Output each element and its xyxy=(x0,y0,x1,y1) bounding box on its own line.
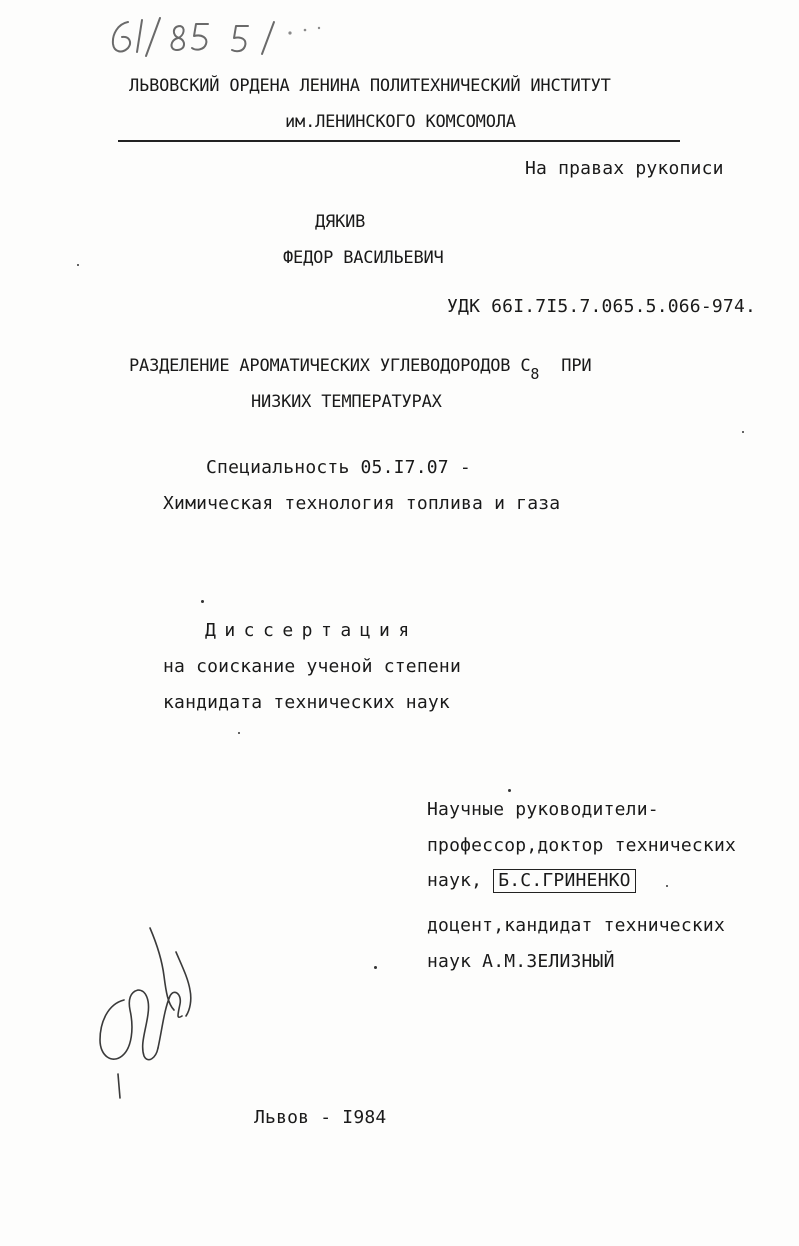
supervisor-2-name: наук А.М.ЗЕЛИЗНЫЙ xyxy=(427,951,615,972)
specialty-code: Специальность 05.I7.07 - xyxy=(206,457,471,478)
institution-line-1: ЛЬВОВСКИЙ ОРДЕНА ЛЕНИНА ПОЛИТЕХНИЧЕСКИЙ ИНСТИТУТ xyxy=(129,76,611,96)
degree-line-2: кандидата технических наук xyxy=(163,692,450,713)
degree-line-1: на соискание ученой степени xyxy=(163,656,461,677)
scan-speck xyxy=(201,600,204,603)
scan-speck xyxy=(666,885,668,887)
header-divider xyxy=(118,140,680,142)
supervisor-1-title: профессор,доктор технических xyxy=(427,835,737,856)
thesis-title-suffix: ПРИ xyxy=(561,356,592,376)
scan-speck xyxy=(77,264,79,266)
place-and-year: Львов - I984 xyxy=(254,1107,387,1128)
author-given-names: ФЕДОР ВАСИЛЬЕВИЧ xyxy=(283,248,444,268)
dissertation-heading: Диссертация xyxy=(205,620,418,641)
manuscript-note: На правах рукописи xyxy=(525,158,724,179)
thesis-title-subscript: 8 xyxy=(530,365,540,383)
scan-speck xyxy=(742,431,744,433)
supervisor-1-name-line xyxy=(427,869,636,893)
supervisor-1-name-boxed: Б.С.ГРИНЕНКО xyxy=(493,869,635,893)
udc-code: УДК 66I.7I5.7.065.5.066-974. xyxy=(447,296,757,317)
scan-speck xyxy=(374,966,377,969)
scan-speck xyxy=(508,789,511,792)
institution-line-2: им.ЛЕНИНСКОГО КОМСОМОЛА xyxy=(285,112,516,132)
supervisors-heading: Научные руководители- xyxy=(427,799,659,820)
supervisor-1-degree-suffix: наук, xyxy=(427,870,483,891)
scan-speck xyxy=(238,732,240,734)
supervisor-2-title: доцент,кандидат технических xyxy=(427,915,725,936)
author-surname: ДЯКИВ xyxy=(315,212,366,232)
thesis-title-line-1 xyxy=(129,355,592,383)
thesis-title-prefix: РАЗДЕЛЕНИЕ АРОМАТИЧЕСКИХ УГЛЕВОДОРОДОВ С xyxy=(129,356,531,376)
specialty-name: Химическая технология топлива и газа xyxy=(163,493,561,514)
thesis-title-line-2: НИЗКИХ ТЕМПЕРАТУРАХ xyxy=(251,392,442,412)
